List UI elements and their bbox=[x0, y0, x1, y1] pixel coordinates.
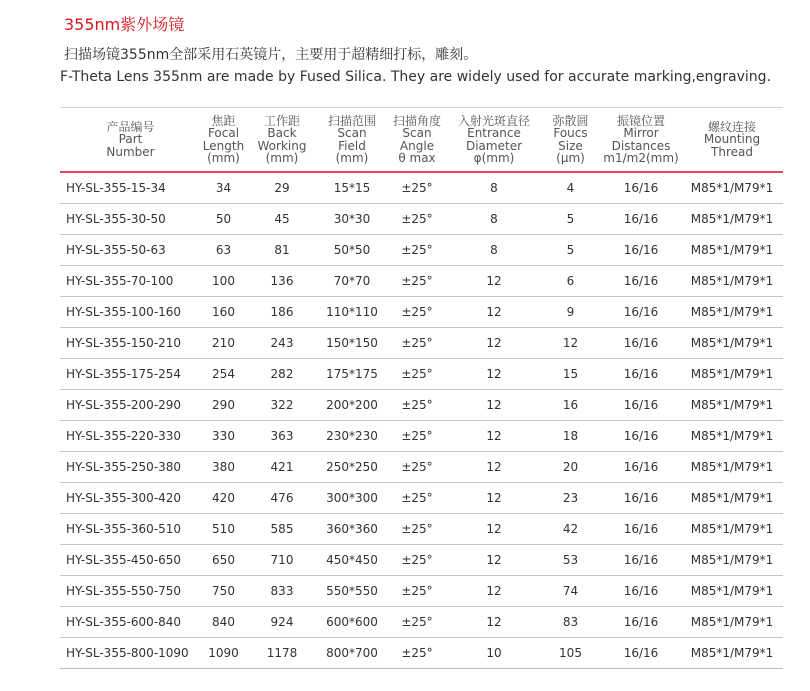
part-number-cell: HY-SL-355-150-210 bbox=[66, 336, 182, 350]
table-cell: ±25° bbox=[401, 181, 433, 195]
table-row bbox=[60, 390, 783, 421]
table-cell: 100 bbox=[212, 274, 235, 288]
table-cell: M85*1/M79*1 bbox=[690, 460, 774, 474]
part-number-cell: HY-SL-355-250-380 bbox=[66, 460, 182, 474]
header-cell bbox=[448, 108, 540, 171]
table-cell: 1090 bbox=[208, 646, 239, 660]
table-cell: 16/16 bbox=[623, 398, 659, 412]
table-cell: 420 bbox=[212, 491, 235, 505]
table-cell: 10 bbox=[486, 646, 502, 660]
table-cell: 4 bbox=[566, 181, 575, 195]
table-cell: ±25° bbox=[401, 212, 433, 226]
table-cell: 710 bbox=[270, 553, 294, 567]
table-cell: M85*1/M79*1 bbox=[690, 491, 774, 505]
table-cell: ±25° bbox=[401, 336, 433, 350]
table-cell: ±25° bbox=[401, 243, 433, 257]
table-row bbox=[60, 483, 783, 514]
table-cell: 186 bbox=[270, 305, 294, 319]
table-row bbox=[60, 266, 783, 297]
table-cell: 5 bbox=[566, 212, 575, 226]
header-line: 产品编号 bbox=[106, 119, 155, 134]
header-line: Foucs bbox=[553, 126, 588, 140]
table-cell: M85*1/M79*1 bbox=[690, 398, 774, 412]
header-line: (mm) bbox=[207, 151, 240, 165]
specs-table bbox=[60, 107, 783, 669]
table-cell: 12 bbox=[486, 522, 502, 536]
table-cell: ±25° bbox=[401, 429, 433, 443]
header-line: Distances bbox=[611, 138, 671, 153]
header-line: 扫描范围 bbox=[327, 113, 376, 128]
table-row bbox=[60, 297, 783, 328]
table-cell: 210 bbox=[212, 336, 235, 350]
table-cell: 230*230 bbox=[326, 429, 378, 443]
table-cell: 363 bbox=[270, 429, 294, 443]
table-cell: 585 bbox=[270, 522, 294, 536]
table-cell: 16/16 bbox=[623, 243, 659, 257]
header-cell bbox=[681, 108, 783, 171]
table-cell: M85*1/M79*1 bbox=[690, 336, 774, 350]
table-cell: ±25° bbox=[401, 522, 433, 536]
table-cell: 322 bbox=[270, 398, 294, 412]
table-cell: 63 bbox=[215, 243, 232, 257]
header-line: Length bbox=[202, 138, 245, 153]
table-row bbox=[60, 235, 783, 266]
header-line: Focal bbox=[207, 126, 240, 140]
part-number-cell: HY-SL-355-175-254 bbox=[66, 367, 182, 381]
header-cell bbox=[540, 108, 601, 171]
table-cell: 833 bbox=[270, 584, 294, 598]
table-cell: 16/16 bbox=[623, 274, 659, 288]
table-cell: 800*700 bbox=[326, 646, 378, 660]
table-cell: 12 bbox=[486, 584, 502, 598]
table-row bbox=[60, 452, 783, 483]
header-line: φ(mm) bbox=[473, 151, 515, 165]
table-cell: 16/16 bbox=[623, 522, 659, 536]
table-cell: M85*1/M79*1 bbox=[690, 615, 774, 629]
table-cell: 42 bbox=[562, 522, 579, 536]
header-cell bbox=[246, 108, 318, 171]
table-cell: 12 bbox=[486, 491, 502, 505]
table-cell: 924 bbox=[270, 615, 294, 629]
table-cell: 250*250 bbox=[326, 460, 378, 474]
table-cell: 160 bbox=[212, 305, 235, 319]
table-body bbox=[60, 173, 783, 669]
table-cell: 12 bbox=[562, 336, 579, 350]
table-cell: 16/16 bbox=[623, 429, 659, 443]
part-number-cell: HY-SL-355-800-1090 bbox=[66, 646, 189, 660]
part-number-cell: HY-SL-355-300-420 bbox=[66, 491, 182, 505]
header-line: Part bbox=[118, 132, 143, 147]
table-cell: 175*175 bbox=[326, 367, 378, 381]
table-cell: 282 bbox=[270, 367, 294, 381]
table-row bbox=[60, 607, 783, 638]
table-cell: 12 bbox=[486, 553, 502, 567]
table-cell: 243 bbox=[270, 336, 294, 350]
table-row bbox=[60, 514, 783, 545]
table-cell: 16/16 bbox=[623, 212, 659, 226]
table-cell: 16/16 bbox=[623, 305, 659, 319]
header-line: 工作距 bbox=[263, 113, 300, 128]
table-cell: 16/16 bbox=[623, 491, 659, 505]
part-number-cell: HY-SL-355-220-330 bbox=[66, 429, 182, 443]
table-cell: 23 bbox=[562, 491, 579, 505]
header-line: Scan bbox=[402, 126, 432, 140]
header-line: 入射光斑直径 bbox=[457, 113, 530, 128]
part-number-cell: HY-SL-355-100-160 bbox=[66, 305, 182, 319]
part-number-cell: HY-SL-355-600-840 bbox=[66, 615, 182, 629]
header-line: m1/m2(mm) bbox=[603, 151, 679, 165]
header-cell bbox=[60, 108, 201, 171]
table-cell: 16/16 bbox=[623, 553, 659, 567]
table-cell: 16/16 bbox=[623, 646, 659, 660]
header-line: 螺纹连接 bbox=[707, 119, 756, 134]
table-cell: 15 bbox=[562, 367, 579, 381]
table-cell: 53 bbox=[562, 553, 579, 567]
table-cell: ±25° bbox=[401, 460, 433, 474]
table-cell: 300*300 bbox=[326, 491, 378, 505]
table-cell: 12 bbox=[486, 367, 502, 381]
table-cell: 16/16 bbox=[623, 367, 659, 381]
part-number-cell: HY-SL-355-200-290 bbox=[66, 398, 182, 412]
header-line: (mm) bbox=[335, 151, 369, 165]
table-cell: 5 bbox=[566, 243, 575, 257]
table-cell: 840 bbox=[212, 615, 235, 629]
part-number-cell: HY-SL-355-360-510 bbox=[66, 522, 182, 536]
table-row bbox=[60, 638, 783, 669]
table-cell: 650 bbox=[212, 553, 235, 567]
table-cell: 18 bbox=[562, 429, 579, 443]
table-cell: ±25° bbox=[401, 398, 433, 412]
table-cell: 330 bbox=[212, 429, 235, 443]
table-cell: 510 bbox=[212, 522, 235, 536]
table-cell: 34 bbox=[215, 181, 232, 195]
table-cell: 12 bbox=[486, 336, 502, 350]
table-cell: ±25° bbox=[401, 305, 433, 319]
header-line: Working bbox=[257, 138, 307, 153]
part-number-cell: HY-SL-355-450-650 bbox=[66, 553, 182, 567]
description-english: F-Theta Lens 355nm are made by Fused Silica. They are widely used for accurate marking,engraving. bbox=[60, 69, 772, 85]
header-line: 焦距 bbox=[211, 113, 236, 128]
description-chinese: 扫描场镜355nm全部采用石英镜片，主要用于超精细打标，雕刻。 bbox=[64, 47, 478, 63]
header-line: 振镜位置 bbox=[616, 113, 665, 128]
table-cell: M85*1/M79*1 bbox=[690, 584, 774, 598]
table-cell: 380 bbox=[212, 460, 235, 474]
table-cell: 12 bbox=[486, 398, 502, 412]
header-cell bbox=[201, 108, 246, 171]
header-line: Mounting bbox=[703, 132, 761, 147]
table-row bbox=[60, 576, 783, 607]
table-cell: 476 bbox=[270, 491, 294, 505]
table-cell: 16/16 bbox=[623, 336, 659, 350]
header-line: Size bbox=[558, 138, 583, 153]
part-number-cell: HY-SL-355-70-100 bbox=[66, 274, 174, 288]
header-line: Diameter bbox=[465, 138, 523, 153]
table-cell: 150*150 bbox=[326, 336, 378, 350]
table-cell: 6 bbox=[566, 274, 575, 288]
header-line: Number bbox=[106, 144, 155, 159]
table-cell: 74 bbox=[562, 584, 579, 598]
table-row bbox=[60, 359, 783, 390]
table-cell: ±25° bbox=[401, 491, 433, 505]
table-cell: 12 bbox=[486, 274, 502, 288]
table-cell: 12 bbox=[486, 429, 502, 443]
table-cell: ±25° bbox=[401, 274, 433, 288]
page-title: 355nm紫外场镜 bbox=[64, 15, 185, 34]
table-row bbox=[60, 328, 783, 359]
table-cell: 81 bbox=[274, 243, 290, 257]
table-cell: 200*200 bbox=[326, 398, 378, 412]
table-cell: M85*1/M79*1 bbox=[690, 522, 774, 536]
header-line: Scan bbox=[337, 126, 367, 140]
header-line: θ max bbox=[398, 151, 436, 165]
header-line: Back bbox=[267, 126, 297, 140]
table-row bbox=[60, 173, 783, 204]
table-cell: 50 bbox=[215, 212, 232, 226]
part-number-cell: HY-SL-355-550-750 bbox=[66, 584, 182, 598]
table-cell: 12 bbox=[486, 305, 502, 319]
table-cell: 360*360 bbox=[326, 522, 378, 536]
table-cell: M85*1/M79*1 bbox=[690, 243, 774, 257]
table-cell: ±25° bbox=[401, 584, 433, 598]
table-cell: 16/16 bbox=[623, 615, 659, 629]
header-line: Field bbox=[338, 138, 366, 153]
table-cell: 16 bbox=[562, 398, 579, 412]
table-cell: M85*1/M79*1 bbox=[690, 553, 774, 567]
table-cell: 15*15 bbox=[333, 181, 371, 195]
header-line: Entrance bbox=[467, 126, 521, 140]
table-cell: M85*1/M79*1 bbox=[690, 181, 774, 195]
table-cell: 600*600 bbox=[326, 615, 378, 629]
table-header bbox=[60, 108, 783, 173]
table-cell: M85*1/M79*1 bbox=[690, 305, 774, 319]
table-cell: 83 bbox=[562, 615, 579, 629]
table-cell: 16/16 bbox=[623, 460, 659, 474]
table-cell: ±25° bbox=[401, 615, 433, 629]
table-cell: ±25° bbox=[401, 367, 433, 381]
table-row bbox=[60, 421, 783, 452]
header-line: Thread bbox=[711, 144, 753, 159]
table-cell: M85*1/M79*1 bbox=[690, 367, 774, 381]
header-line: (μm) bbox=[556, 151, 585, 165]
table-cell: 16/16 bbox=[623, 181, 659, 195]
table-cell: 29 bbox=[274, 181, 290, 195]
table-cell: ±25° bbox=[401, 553, 433, 567]
part-number-cell: HY-SL-355-15-34 bbox=[66, 181, 166, 195]
table-cell: M85*1/M79*1 bbox=[690, 212, 774, 226]
table-cell: 16/16 bbox=[623, 584, 659, 598]
table-cell: M85*1/M79*1 bbox=[690, 274, 774, 288]
table-cell: 12 bbox=[486, 460, 502, 474]
table-cell: 750 bbox=[212, 584, 235, 598]
table-cell: 20 bbox=[562, 460, 579, 474]
table-cell: 550*550 bbox=[326, 584, 378, 598]
header-line: 弥散圆 bbox=[552, 113, 589, 128]
table-cell: 8 bbox=[490, 212, 498, 226]
table-cell: 9 bbox=[566, 305, 575, 319]
header-line: Angle bbox=[399, 138, 435, 153]
part-number-cell: HY-SL-355-30-50 bbox=[66, 212, 166, 226]
table-cell: 1178 bbox=[266, 646, 298, 660]
table-row bbox=[60, 204, 783, 235]
table-cell: 50*50 bbox=[333, 243, 371, 257]
table-cell: 30*30 bbox=[333, 212, 371, 226]
header-line: 扫描角度 bbox=[392, 113, 441, 128]
table-cell: 136 bbox=[270, 274, 294, 288]
header-cell bbox=[601, 108, 681, 171]
table-cell: 105 bbox=[559, 646, 582, 660]
table-cell: 8 bbox=[490, 243, 498, 257]
table-cell: 45 bbox=[274, 212, 290, 226]
table-cell: 290 bbox=[212, 398, 235, 412]
table-cell: 254 bbox=[212, 367, 235, 381]
table-cell: 70*70 bbox=[333, 274, 371, 288]
table-cell: 110*110 bbox=[326, 305, 378, 319]
table-cell: M85*1/M79*1 bbox=[690, 646, 774, 660]
header-cell bbox=[318, 108, 386, 171]
header-line: Mirror bbox=[623, 126, 659, 140]
header-line: (mm) bbox=[265, 151, 299, 165]
table-cell: 450*450 bbox=[326, 553, 378, 567]
header-cell bbox=[386, 108, 448, 171]
table-cell: M85*1/M79*1 bbox=[690, 429, 774, 443]
table-cell: 12 bbox=[486, 615, 502, 629]
table-cell: 421 bbox=[270, 460, 294, 474]
table-cell: ±25° bbox=[401, 646, 433, 660]
part-number-cell: HY-SL-355-50-63 bbox=[66, 243, 166, 257]
table-row bbox=[60, 545, 783, 576]
table-cell: 8 bbox=[490, 181, 498, 195]
